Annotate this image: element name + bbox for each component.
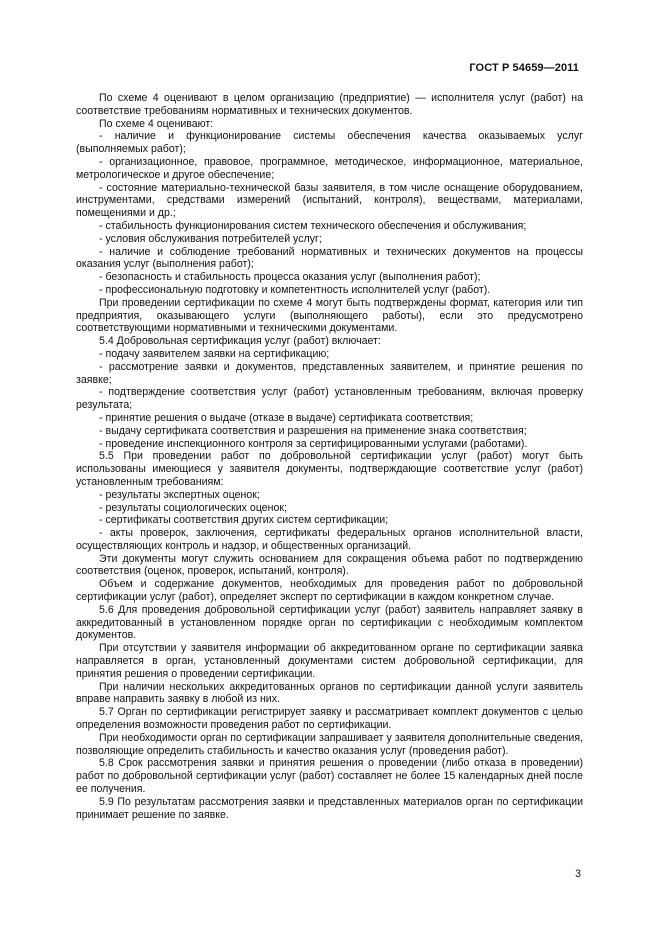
document-header: ГОСТ Р 54659—2011 [469, 62, 579, 74]
paragraph: По схеме 4 оценивают в целом организацию (предприятие) — исполнителя услуг (работ) на соответствие требованиям нормативных и технических документов. [76, 92, 583, 117]
page-number: 3 [575, 868, 581, 880]
paragraph: При отсутствии у заявителя информации об аккредитованном органе по сертификации заявка направляется в орган, установленный документами систем добровольной сертификации, для принятия решения о проведении сертификации. [76, 642, 583, 680]
section-paragraph: 5.7 Орган по сертификации регистрирует заявку и рассматривает комплект документов с целью определения возможности проведения работ по сертификации. [76, 706, 583, 732]
list-item: - наличие и функционирование системы обеспечения качества оказываемых услуг (выполняемых работ); [76, 130, 583, 156]
list-item: - наличие и соблюдение требований нормативных и технических документов на процессы оказания услуг (выполнения работ); [76, 245, 583, 271]
list-item: - результаты экспертных оценок; [99, 488, 260, 501]
list-item: - безопасность и стабильность процесса оказания услуг (выполнения работ); [99, 271, 481, 284]
paragraph: Объем и содержание документов, необходимых для проведения работ по добровольной сертификации услуг (работ), определяет эксперт по сертификации в каждом конкретном случае. [76, 578, 583, 604]
paragraph: По схеме 4 оценивают: [99, 117, 214, 130]
list-item: - подтверждение соответствия услуг (работ) установленным требованиям, включая проверку результата; [76, 386, 583, 412]
list-item: - результаты социологических оценок; [99, 501, 287, 514]
list-item: - состояние материально-технической базы заявителя, в том числе оснащение оборудованием, инструментами, средствами измерений (испытаний, контроля), веществами, материалами, помещениями и др.; [76, 181, 583, 220]
list-item: - условия обслуживания потребителей услуг; [99, 232, 322, 245]
list-item: - проведение инспекционного контроля за сертифицированными услугами (работами). [99, 437, 528, 450]
section-paragraph: 5.9 По результатам рассмотрения заявки и представленных материалов орган по сертификации принимает решение по заявке. [76, 795, 583, 821]
list-item: - организационное, правовое, программное, методическое, информационное, материальное, метрологическое и другое обеспечение; [76, 155, 583, 181]
list-item: - выдачу сертификата соответствия и разрешения на применение знака соответствия; [99, 424, 527, 437]
paragraph: Эти документы могут служить основанием для сокращения объема работ по подтверждению соответствия (оценок, проверок, испытаний, контроля). [76, 552, 583, 578]
list-item: - стабильность функционирования систем технического обеспечения и обслуживания; [99, 219, 527, 232]
paragraph: При наличии нескольких аккредитованных органов по сертификации данной услуги заявитель вправе направить заявку в любой из них. [76, 680, 583, 706]
section-paragraph: 5.5 При проведении работ по добровольной сертификации услуг (работ) могут быть использованы имеющиеся у заявителя документы, подтверждающие соответствие услуг (работ) установленным требованиям: [76, 450, 583, 488]
list-item: - акты проверок, заключения, сертификаты федеральных органов исполнительной власти, осуществляющих контроль и надзор, и общественных организаций. [76, 527, 583, 552]
section-paragraph: 5.6 Для проведения добровольной сертификации услуг (работ) заявитель направляет заявку в аккредитованный в установленном порядке орган по сертификации с необходимым комплектом документов. [76, 603, 583, 642]
list-item: - подачу заявителем заявки на сертификацию; [99, 347, 330, 360]
document-body [76, 92, 583, 821]
list-item: - рассмотрение заявки и документов, представленных заявителем, и принятие решения по заявке; [76, 360, 583, 386]
list-item: - сертификаты соответствия других систем сертификации; [99, 514, 389, 527]
list-item: - профессиональную подготовку и компетентность исполнителей услуг (работ). [99, 283, 491, 296]
paragraph: При проведении сертификации по схеме 4 могут быть подтверждены формат, категория или тип предприятия, оказывающего услуги (выполняющего работы), если это предусмотрено соответствующими нормативными и техническими документами. [76, 296, 583, 335]
list-item: - принятие решения о выдаче (отказе в выдаче) сертификата соответствия; [99, 411, 474, 424]
paragraph: При необходимости орган по сертификации запрашивает у заявителя дополнительные сведения, позволяющие определить стабильность и качество оказания услуг (проведения работ). [76, 731, 583, 757]
section-paragraph: 5.8 Срок рассмотрения заявки и принятия решения о проведении (либо отказа в проведении) работ по добровольной сертификации услуг (работ) составляет не более 15 календарных дней после ее получения. [76, 757, 583, 796]
section-paragraph: 5.4 Добровольная сертификация услуг (работ) включает: [99, 335, 381, 348]
